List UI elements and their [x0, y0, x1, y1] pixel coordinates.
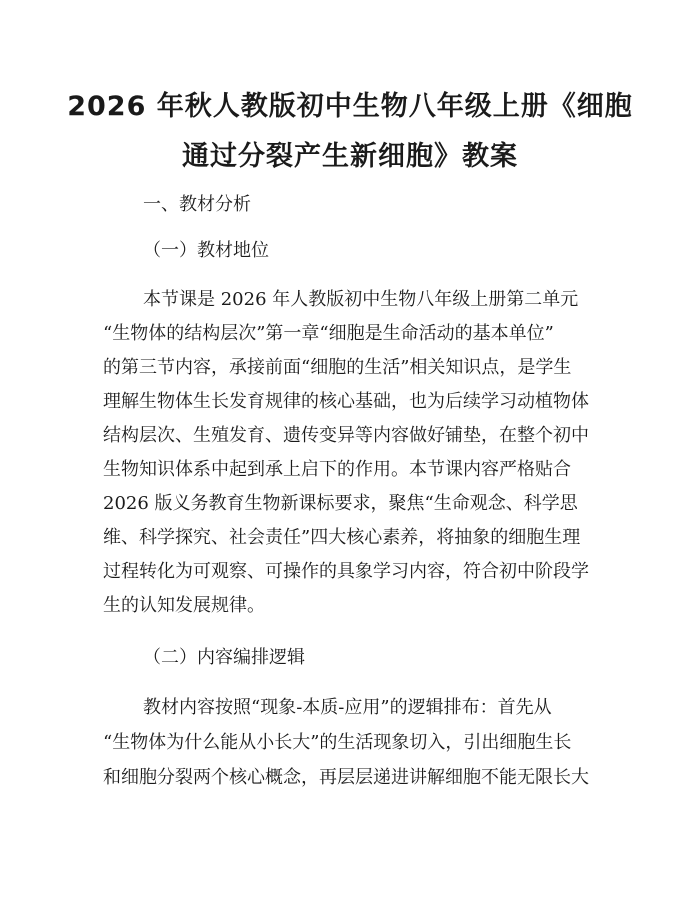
paragraph-1-line: 本节课是 2026 年人教版初中生物八年级上册第二单元	[143, 289, 579, 310]
paragraph-2-line: 和细胞分裂两个核心概念，再层层递进讲解细胞不能无限长大	[103, 767, 589, 788]
paragraph-1-line: 2026 版义务教育生物新课标要求，聚焦“生命观念、科学思	[103, 493, 578, 514]
document-title-line-1: 2026 年秋人教版初中生物八年级上册《细胞	[67, 91, 633, 122]
subsection-heading-position: （一）教材地位	[143, 240, 269, 261]
paragraph-1-line: 生的认知发展规律。	[103, 595, 265, 616]
paragraph-2-line: 教材内容按照“现象-本质-应用”的逻辑排布：首先从	[143, 697, 552, 718]
paragraph-1-line: 理解生物体生长发育规律的核心基础，也为后续学习动植物体	[103, 391, 589, 412]
paragraph-1-line: 生物知识体系中起到承上启下的作用。本节课内容严格贴合	[103, 459, 571, 480]
subsection-heading-logic: （二）内容编排逻辑	[143, 647, 305, 668]
paragraph-1-line: 过程转化为可观察、可操作的具象学习内容，符合初中阶段学	[103, 561, 589, 582]
paragraph-1-line: 的第三节内容，承接前面“细胞的生活”相关知识点，是学生	[103, 357, 572, 378]
paragraph-1-line: 维、科学探究、社会责任”四大核心素养，将抽象的细胞生理	[103, 527, 581, 548]
paragraph-2-line: “生物体为什么能从小长大”的生活现象切入，引出细胞生长	[103, 732, 572, 753]
section-heading-analysis: 一、教材分析	[143, 194, 251, 215]
document-title-line-2: 通过分裂产生新细胞》教案	[182, 141, 518, 172]
paragraph-1-line: “生物体的结构层次”第一章“细胞是生命活动的基本单位”	[103, 323, 554, 344]
paragraph-1-line: 结构层次、生殖发育、遗传变异等内容做好铺垫，在整个初中	[103, 425, 589, 446]
